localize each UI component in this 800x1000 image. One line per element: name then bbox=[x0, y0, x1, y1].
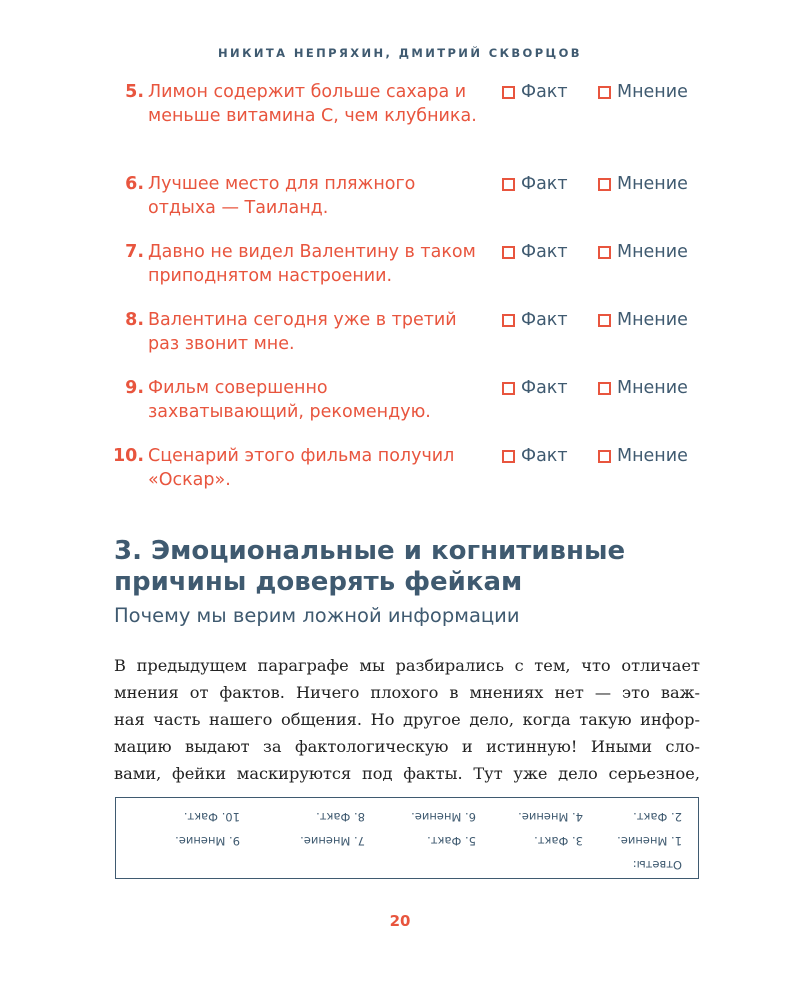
option-fact-label: Факт bbox=[521, 174, 568, 194]
question-number: 10. bbox=[112, 446, 144, 466]
checkbox-icon[interactable] bbox=[502, 450, 515, 463]
checkbox-icon[interactable] bbox=[598, 382, 611, 395]
option-fact-label: Факт bbox=[521, 378, 568, 398]
body-paragraph bbox=[114, 652, 700, 787]
question-number: 9. bbox=[125, 378, 144, 398]
option-opinion-label: Мнение bbox=[617, 82, 688, 102]
option-opinion-checkbox[interactable] bbox=[598, 444, 688, 468]
option-fact-checkbox[interactable] bbox=[502, 444, 568, 468]
page-number: 20 bbox=[389, 912, 411, 930]
option-fact-label: Факт bbox=[521, 82, 568, 102]
question-item-6 bbox=[0, 172, 800, 242]
checkbox-icon[interactable] bbox=[598, 178, 611, 191]
option-fact-label: Факт bbox=[521, 310, 568, 330]
question-item-10 bbox=[0, 444, 800, 514]
answer-item: 10. Факт. bbox=[183, 810, 240, 824]
checkbox-icon[interactable] bbox=[598, 246, 611, 259]
option-opinion-checkbox[interactable] bbox=[598, 80, 688, 104]
answer-item: 7. Мнение. bbox=[300, 834, 365, 848]
section-title: 3. Эмоциональные и когнитивные причины доверять фейкам bbox=[114, 536, 626, 597]
option-opinion-label: Мнение bbox=[617, 174, 688, 194]
option-opinion-checkbox[interactable] bbox=[598, 240, 688, 264]
question-item-8 bbox=[0, 308, 800, 378]
answer-item: 9. Мнение. bbox=[175, 834, 240, 848]
option-opinion-label: Мнение bbox=[617, 446, 688, 466]
question-number: 8. bbox=[125, 310, 144, 330]
answer-item: 3. Факт. bbox=[534, 834, 583, 848]
answers-title: Ответы: bbox=[632, 858, 682, 872]
answers-box bbox=[115, 797, 699, 879]
answer-item: 5. Факт. bbox=[427, 834, 476, 848]
checkbox-icon[interactable] bbox=[502, 178, 515, 191]
question-number: 6. bbox=[125, 174, 144, 194]
option-opinion-checkbox[interactable] bbox=[598, 172, 688, 196]
checkbox-icon[interactable] bbox=[502, 382, 515, 395]
section-subtitle: Почему мы верим ложной информации bbox=[114, 604, 520, 627]
checkbox-icon[interactable] bbox=[598, 450, 611, 463]
question-text: Фильм совершенно захватывающий, рекомендую. bbox=[148, 378, 431, 422]
body-line: ная часть нашего общения. Но другое дело, когда такую инфор- bbox=[114, 710, 700, 729]
checkbox-icon[interactable] bbox=[598, 86, 611, 99]
body-line: мнения от фактов. Ничего плохого в мнениях нет — это важ- bbox=[114, 683, 700, 702]
question-text: Давно не видел Валентину в таком приподнятом настроении. bbox=[148, 242, 476, 286]
answers-upside-down bbox=[116, 798, 698, 878]
question-number: 7. bbox=[125, 242, 144, 262]
checkbox-icon[interactable] bbox=[598, 314, 611, 327]
question-item-9 bbox=[0, 376, 800, 446]
option-fact-checkbox[interactable] bbox=[502, 308, 568, 332]
answer-item: 4. Мнение. bbox=[518, 810, 583, 824]
question-item-7 bbox=[0, 240, 800, 310]
option-opinion-label: Мнение bbox=[617, 378, 688, 398]
running-head-authors: НИКИТА НЕПРЯХИН, ДМИТРИЙ СКВОРЦОВ bbox=[218, 46, 582, 60]
option-fact-checkbox[interactable] bbox=[502, 240, 568, 264]
question-number: 5. bbox=[125, 82, 144, 102]
option-opinion-label: Мнение bbox=[617, 242, 688, 262]
question-text: Валентина сегодня уже в третий раз звонит мне. bbox=[148, 310, 457, 354]
question-item-5 bbox=[0, 80, 800, 150]
answer-item: 8. Факт. bbox=[316, 810, 365, 824]
option-opinion-label: Мнение bbox=[617, 310, 688, 330]
answer-item: 2. Факт. bbox=[633, 810, 682, 824]
answer-item: 6. Мнение. bbox=[411, 810, 476, 824]
body-line: мацию выдают за фактологическую и истинную! Иными сло- bbox=[114, 737, 700, 756]
question-text: Лучшее место для пляжного отдыха — Таиланд. bbox=[148, 174, 416, 218]
checkbox-icon[interactable] bbox=[502, 314, 515, 327]
option-fact-checkbox[interactable] bbox=[502, 80, 568, 104]
option-fact-checkbox[interactable] bbox=[502, 376, 568, 400]
checkbox-icon[interactable] bbox=[502, 86, 515, 99]
body-line: вами, фейки маскируются под факты. Тут уже дело серьезное, bbox=[114, 764, 700, 783]
checkbox-icon[interactable] bbox=[502, 246, 515, 259]
question-text: Лимон содержит больше сахара и меньше витамина С, чем клубника. bbox=[148, 82, 477, 126]
option-fact-label: Факт bbox=[521, 242, 568, 262]
option-opinion-checkbox[interactable] bbox=[598, 308, 688, 332]
question-text: Сценарий этого фильма получил «Оскар». bbox=[148, 446, 455, 490]
body-line: В предыдущем параграфе мы разбирались с тем, что отличает bbox=[114, 656, 700, 675]
option-fact-checkbox[interactable] bbox=[502, 172, 568, 196]
answer-item: 1. Мнение. bbox=[617, 834, 682, 848]
option-fact-label: Факт bbox=[521, 446, 568, 466]
option-opinion-checkbox[interactable] bbox=[598, 376, 688, 400]
